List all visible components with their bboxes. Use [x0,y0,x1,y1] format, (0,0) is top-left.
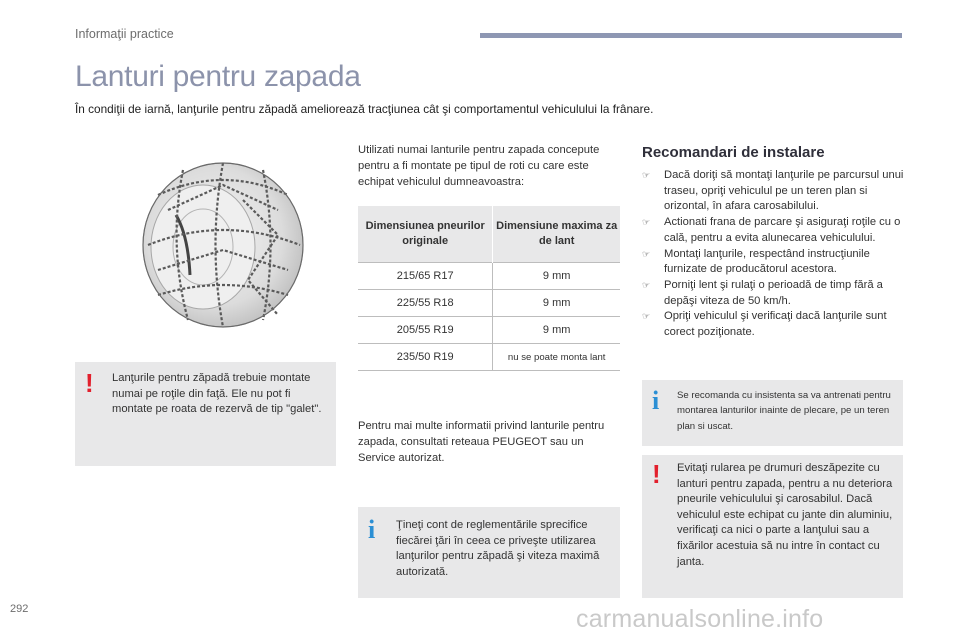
installation-steps-list [642,168,904,341]
warning-rims-text: Evitaţi rularea pe drumuri deszăpezite cu lanturi pentru zapada, pentru a nu deteriora pneurile vehiculului şi carosabilul. Dacă vehiculul este echipat cu jante din aluminiu, verificaţi ca nici o parte a lanţului sau a fixărilor acestuia să nu intre în contact cu janta. [677,462,893,568]
watermark: carmanualsonline.info [576,605,824,633]
chain-size-table [358,206,620,371]
info-regulations-text: Ţineţi cont de reglementările sprecifice fiecărei ţări în ceea ce priveşte utilizarea lanţurilor pentru zăpadă şi viteza maximă autorizată. [396,519,600,578]
max-link-cell: 9 mm [493,317,620,344]
tire-size-cell: 235/50 R19 [358,344,493,371]
hand-pointer-icon: ☞ [642,248,651,259]
peugeot-network-note: Pentru mai multe informatii privind lanturile pentru zapada, consultati reteaua PEUGEOT sau un Service autorizat. [358,420,605,464]
table-row [358,344,620,371]
tire-size-cell: 225/55 R18 [358,290,493,317]
table-row [358,290,620,317]
info-icon: i [652,386,660,415]
column-header-max-link: Dimensiune maxima za de lant [493,206,620,263]
exclamation-icon: ! [85,368,94,398]
exclamation-icon: ! [652,459,661,489]
max-link-cell: 9 mm [493,263,620,290]
column-header-tire-size: Dimensiunea pneurilor originale [358,206,493,263]
warning-front-wheels-box [75,362,336,466]
tire-size-cell: 215/65 R17 [358,263,493,290]
hand-pointer-icon: ☞ [642,311,651,322]
tire-size-cell: 205/55 R19 [358,317,493,344]
info-icon: i [368,515,376,544]
max-link-cell: 9 mm [493,290,620,317]
table-row [358,317,620,344]
header-bar [480,33,902,38]
tire-chain-illustration [128,155,308,330]
list-item: ☞ Porniţi lent şi rulaţi o perioadă de timp fără a depăşi viteza de 50 km/h. [642,278,883,307]
hand-pointer-icon: ☞ [642,217,651,228]
page-number: 292 [10,603,29,615]
list-item: ☞ Dacă doriţi să montaţi lanţurile pe parcursul unui traseu, opriţi vehiculul pe un teren plan si orizontal, în afara carosabilului. [642,169,904,213]
info-regulations-box [358,507,620,598]
compatible-chains-note: Utilizati numai lanturile pentru zapada concepute pentru a fi montate pe tipul de roti cu care este echipat vehiculul dumneavoastra: [358,144,600,188]
table-header-row [358,206,620,263]
info-training-text: Se recomanda cu insistenta sa va antrenati pentru montarea lanturilor inainte de plecare, pe un teren plan si uscat. [677,390,891,432]
intro-text: În condiţii de iarnă, lanţurile pentru zăpadă ameliorează tracţiunea cât şi comportamentul vehiculului la frânare. [75,102,654,116]
list-item: ☞ Actionati frana de parcare şi asiguraţi roţile cu o cală, pentru a evita alunecarea vehiculului. [642,216,901,244]
list-item: ☞ Opriţi vehiculul şi verificaţi dacă lanţurile sunt corect poziţionate. [642,310,887,339]
section-label: Informaţii practice [75,27,174,41]
hand-pointer-icon: ☞ [642,279,651,290]
max-link-cell: nu se poate monta lant [493,344,620,371]
page-title: Lanturi pentru zapada [75,60,361,93]
list-item: ☞ Montaţi lanţurile, respectând instrucţiunile furnizate de producătorul acestora. [642,247,870,276]
hand-pointer-icon: ☞ [642,170,651,180]
warning-front-wheels-text: Lanţurile pentru zăpadă trebuie montate numai pe roţile din faţă. Ele nu pot fi montate pe roata de rezervă de tip "galet". [112,372,322,416]
warning-rims-box [642,455,903,598]
info-training-box [642,380,903,446]
installation-heading: Recomandari de instalare [642,144,825,161]
table-row [358,263,620,290]
